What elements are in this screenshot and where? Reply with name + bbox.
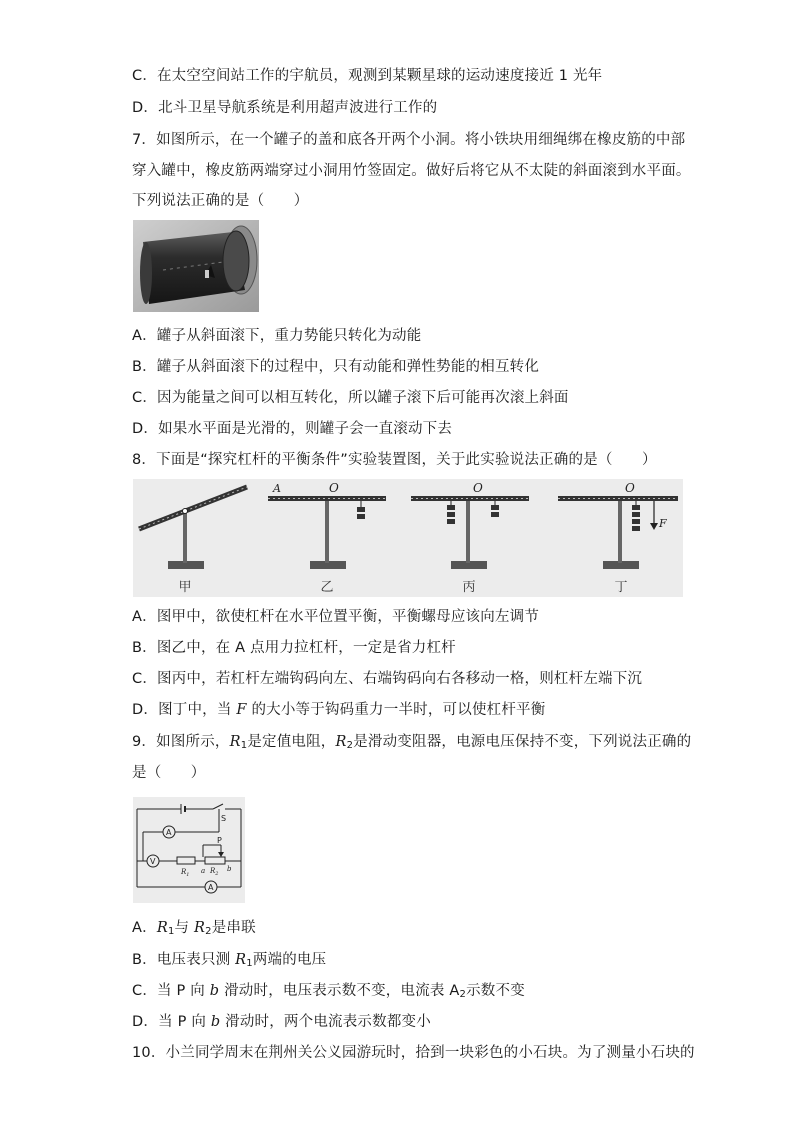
option-c-q6: C．在太空空间站工作的宇航员，观测到某颗星球的运动速度接近 1 光年 [132, 68, 603, 84]
q7-option-a: A．罐子从斜面滚下，重力势能只转化为动能 [132, 328, 422, 344]
q9-option-d: D．当 P 向 b 滑动时，两个电流表示数都变小 [132, 1014, 431, 1030]
force-label: F [659, 517, 667, 530]
slider-label: P [217, 836, 222, 845]
q8-option-c: C．图丙中，若杠杆左端钩码向左、右端钩码向右各移动一格，则杠杆左端下沉 [132, 671, 643, 687]
q8-option-a: A．图甲中，欲使杠杆在水平位置平衡，平衡螺母应该向左调节 [132, 609, 540, 625]
q9-option-c: C．当 P 向 b 滑动时，电压表示数不变，电流表 $A_2$示数不变 [132, 983, 525, 1000]
pivot-label-bing: O [473, 481, 483, 495]
can-figure [133, 220, 259, 312]
q7-stem-line2: 穿入罐中，橡皮筋两端穿过小洞用竹签固定。做好后将它从不太陡的斜面滚到水平面。 [132, 163, 691, 179]
voltmeter-label: V [150, 857, 156, 866]
q8-stem: 8．下面是“探究杠杆的平衡条件”实验装置图，关于此实验说法正确的是（ ） [132, 452, 657, 468]
q9-stem-line2: 是（ ） [132, 765, 206, 781]
pivot-label-yi: O [329, 481, 339, 495]
label-ding: 丁 [614, 580, 628, 595]
end-a-label: a [201, 867, 206, 875]
end-b-label: b [227, 865, 232, 873]
ammeter-a1-label: A [166, 828, 172, 837]
label-jia: 甲 [178, 580, 192, 595]
q9-stem-line1: 9．如图所示，$R_1$是定值电阻，$R_2$是滑动变阻器，电源电压保持不变，下列说法正确的 [132, 734, 692, 751]
q8-option-d: D．图丁中，当 F 的大小等于钩码重力一半时，可以使杠杆平衡 [132, 702, 546, 718]
q10-stem: 10．小兰同学周末在荆州关公义园游玩时，拾到一块彩色的小石块。为了测量小石块的 [132, 1045, 695, 1061]
q7-stem-line3: 下列说法正确的是（ ） [132, 193, 309, 209]
label-yi: 乙 [320, 580, 334, 595]
q7-option-c: C．因为能量之间可以相互转化，所以罐子滚下后可能再次滚上斜面 [132, 390, 569, 406]
q8-option-b: B．图乙中，在 A 点用力拉杠杆，一定是省力杠杆 [132, 640, 456, 656]
ammeter-a2-label: A [208, 883, 214, 892]
q7-option-d: D．如果水平面是光滑的，则罐子会一直滚动下去 [132, 421, 453, 437]
label-bing: 丙 [462, 580, 476, 595]
q9-option-b: B．电压表只测 $R_1$两端的电压 [132, 952, 327, 969]
lever-figure [133, 479, 683, 597]
switch-label: S [221, 814, 227, 823]
q7-stem-line1: 7．如图所示，在一个罐子的盖和底各开两个小洞。将小铁块用细绳绑在橡皮筋的中部 [132, 132, 686, 148]
r2-label: $R_2$ [210, 867, 219, 877]
circuit-figure [133, 797, 245, 903]
pivot-label-ding: O [625, 481, 635, 495]
r1-label: $R_1$ [181, 868, 190, 878]
option-d-q6: D．北斗卫星导航系统是利用超声波进行工作的 [132, 100, 438, 116]
q7-option-b: B．罐子从斜面滚下的过程中，只有动能和弹性势能的相互转化 [132, 359, 540, 375]
q9-option-a: A．$R_1$与 $R_2$是串联 [132, 920, 256, 937]
point-a-label: A [273, 482, 281, 495]
